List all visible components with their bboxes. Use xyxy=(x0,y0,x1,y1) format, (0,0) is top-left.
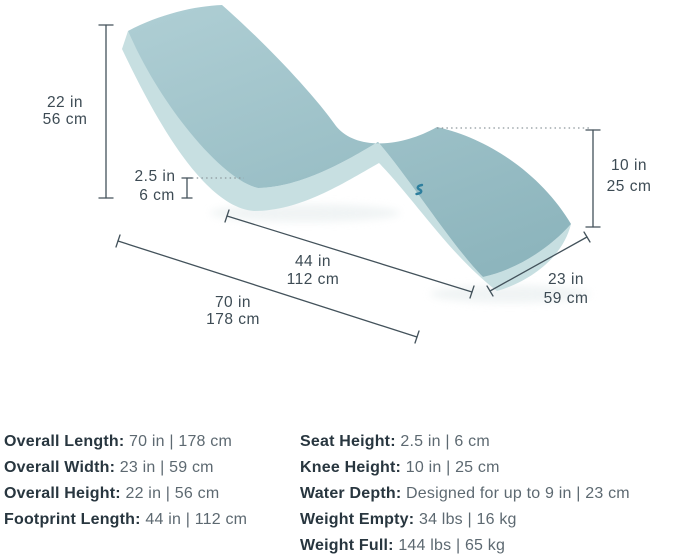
spec-label: Weight Empty: xyxy=(300,511,415,528)
spec-label: Weight Full: xyxy=(300,537,394,554)
spec-row-overall-height xyxy=(4,481,294,507)
spec-row-water-depth xyxy=(300,481,679,507)
overall-width-label-in: 23 in xyxy=(547,271,585,288)
overall-height-label-cm: 56 cm xyxy=(42,111,88,128)
spec-label: Water Depth: xyxy=(300,485,402,502)
seat-height-label-in: 2.5 in xyxy=(134,168,176,185)
spec-row-knee-height xyxy=(300,455,679,481)
overall-width-label-cm: 59 cm xyxy=(543,290,589,307)
spec-row-overall-width xyxy=(4,455,294,481)
spec-row-weight-empty xyxy=(300,507,679,533)
spec-value: 2.5 in | 6 cm xyxy=(400,433,490,450)
spec-row-overall-length xyxy=(4,429,294,455)
spec-value: 23 in | 59 cm xyxy=(119,459,214,476)
footprint-length-label-in: 44 in xyxy=(294,253,332,270)
overall-width-end-tick xyxy=(584,232,590,242)
spec-label: Seat Height: xyxy=(300,433,396,450)
spec-label: Overall Length: xyxy=(4,433,125,450)
seat-height-label-cm: 6 cm xyxy=(139,187,175,204)
spec-value: 22 in | 56 cm xyxy=(125,485,220,502)
spec-label: Overall Height: xyxy=(4,485,121,502)
spec-value: 70 in | 178 cm xyxy=(129,433,233,450)
spec-value: 144 lbs | 65 kg xyxy=(398,537,506,554)
overall-length-label-in: 70 in xyxy=(214,294,252,311)
spec-value: Designed for up to 9 in | 23 cm xyxy=(406,485,630,502)
overall-length-dimension-line xyxy=(118,241,417,337)
specs-right-column xyxy=(300,429,679,557)
spec-label: Overall Width: xyxy=(4,459,116,476)
spec-row-footprint-length xyxy=(4,507,294,533)
specs-left-column xyxy=(4,429,294,533)
spec-value: 10 in | 25 cm xyxy=(405,459,500,476)
spec-row-seat-height xyxy=(300,429,679,455)
overall-length-label-cm: 178 cm xyxy=(206,311,260,328)
spec-value: 34 lbs | 16 kg xyxy=(418,511,517,528)
spec-value: 44 in | 112 cm xyxy=(145,511,248,528)
knee-height-label-cm: 25 cm xyxy=(606,178,652,195)
overall-height-label-in: 22 in xyxy=(46,94,84,111)
knee-height-label-in: 10 in xyxy=(610,157,648,174)
spec-label: Footprint Length: xyxy=(4,511,141,528)
spec-row-weight-full xyxy=(300,533,679,557)
spec-label: Knee Height: xyxy=(300,459,402,476)
footprint-length-label-cm: 112 cm xyxy=(286,271,340,288)
